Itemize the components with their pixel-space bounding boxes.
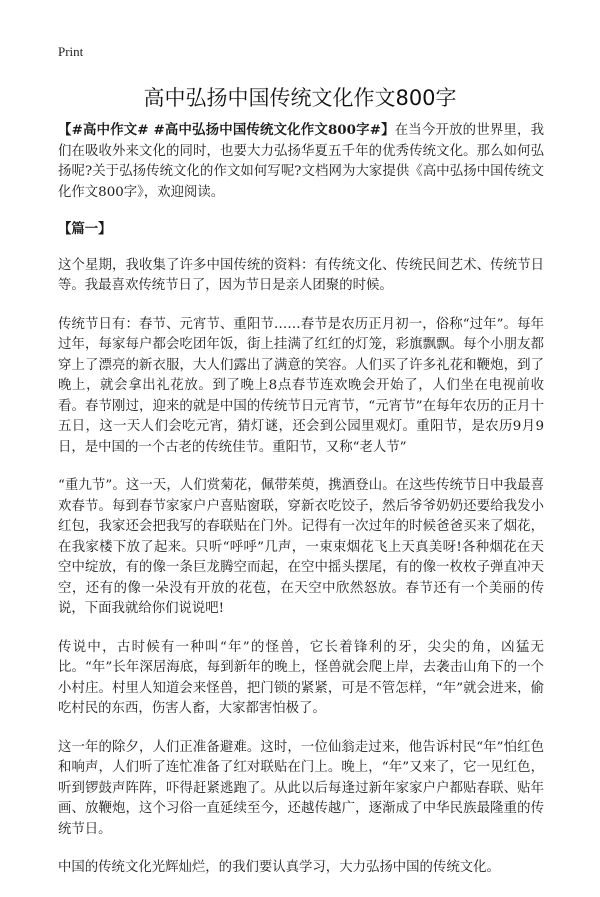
print-label: Print <box>58 44 84 59</box>
body-paragraph-3: “重九节”。这一天，人们赏菊花，佩带茱萸，携酒登山。在这些传统节日中我最喜欢春节。每到春节家家户户喜贴窗联，穿新衣吃饺子，然后爷爷奶奶还要给我发小红包，我家还会把我写的春联贴在门外。记得有一次过年的时候爸爸买来了烟花，在我家楼下放了起来。只听“呼呼”几声，一束束烟花飞上天真美呀!各种烟花在天空中绽放，有的像一条巨龙腾空而起，在空中摇头摆尾，有的像一枚枚子弹直冲天空，还有的像一朵没有开放的花苞，在天空中欣然怒放。春节还有一个美丽的传说，下面我就给你们说说吧! <box>58 478 544 616</box>
body-paragraph-5: 这一年的除夕，人们正准备避难。这时，一位仙翁走过来，他告诉村民“年”怕红色和响声，人们听了连忙准备了红对联贴在门上。晚上，“年”又来了，它一见红色，听到锣鼓声阵阵，吓得赶紧逃跑了。从此以后每逢过新年家家户户都贴春联、贴年画、放鞭炮，这个习俗一直延续至今，还越传越广，逐渐成了中华民族最隆重的传统节日。 <box>58 739 544 837</box>
article-body <box>58 120 544 897</box>
body-paragraph-6: 中国的传统文化光辉灿烂，的我们要认真学习，大力弘扬中国的传统文化。 <box>58 860 500 875</box>
intro-tag: 【#高中作文# #高中弘扬中国传统文化作文800字#】 <box>58 122 395 138</box>
body-paragraph-1: 这个星期，我收集了许多中国传统的资料：有传统文化、传统民间艺术、传统节日等。我最喜欢传统节日了，因为节日是亲人团聚的时候。 <box>58 257 544 293</box>
body-paragraph-4: 传说中，古时候有一种叫“年”的怪兽，它长着锋利的牙，尖尖的角，凶猛无比。“年”长年深居海底，每到新年的晚上，怪兽就会爬上岸，去袭击山角下的一个小村庄。村里人知道会来怪兽，把门锁的紧紧，可是不管怎样，“年”就会进来，偷吃村民的东西，伤害人畜，大家都害怕极了。 <box>58 639 544 716</box>
body-paragraph-2: 传统节日有：春节、元宵节、重阳节……春节是农历正月初一，俗称“过年”。每年过年，每家每户都会吃团年饭，街上挂满了红红的灯笼，彩旗飘飘。每个小朋友都穿上了漂亮的新衣服，大人们露出了满意的笑容。人们买了许多礼花和鞭炮，到了晚上，就会拿出礼花放。到了晚上8点春节连欢晚会开始了，人们坐在电视前收看。春节刚过，迎来的就是中国的传统节日元宵节，“元宵节”在每年农历的正月十五日，这一天人们会吃元宵，猜灯谜，还会到公园里观灯。重阳节，是农历9月9日，是中国的一个古老的传统佳节。重阳节，又称“老人节” <box>58 316 544 455</box>
intro-paragraph <box>58 120 544 203</box>
section-heading: 【篇一】 <box>58 221 112 237</box>
intro-text: 在当今开放的世界里，我们在吸收外来文化的同时，也要大力弘扬华夏五千年的优秀传统文化。那么如何弘扬呢?关于弘扬传统文化的作文如何写呢?文档网为大家提供《高中弘扬中国传统文化作文800字》，欢迎阅读。 <box>58 123 544 200</box>
page-title: 高中弘扬中国传统文化作文800字 <box>143 86 457 110</box>
